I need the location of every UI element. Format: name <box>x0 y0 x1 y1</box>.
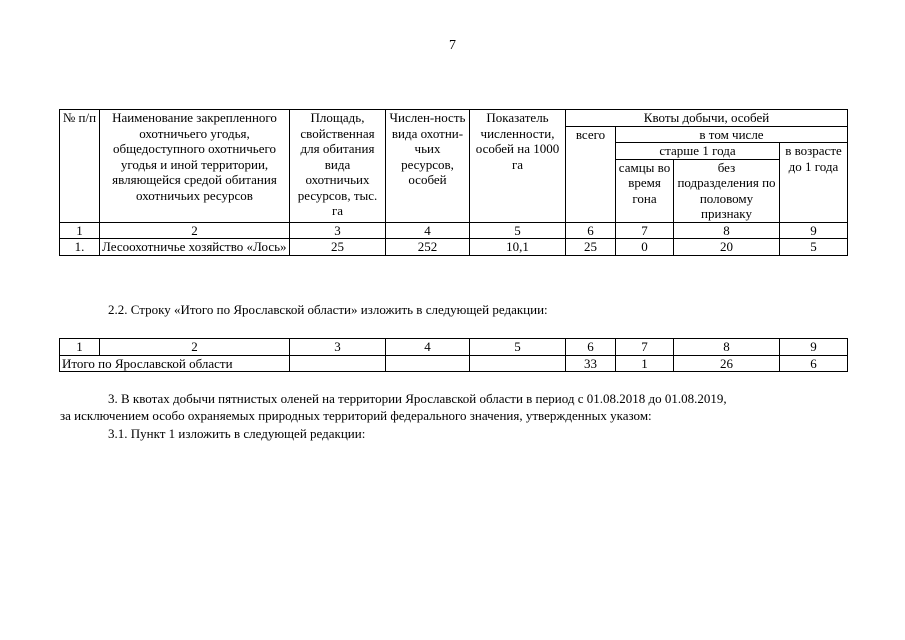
paragraph-3-line-1: 3. В квотах добычи пятнистых оленей на территории Ярославской области в период с 01.08.2018 до 01.08.2019, <box>108 391 727 406</box>
totals-empty <box>290 355 386 372</box>
row-males: 0 <box>616 239 674 256</box>
row-name: Лесоохотничье хозяйство «Лось» <box>100 239 290 256</box>
col-num: 6 <box>566 339 616 356</box>
header-nosex: без подразделения по половому признаку <box>674 159 780 222</box>
col-num: 6 <box>566 222 616 239</box>
totals-empty <box>470 355 566 372</box>
paragraph-3-1: 3.1. Пункт 1 изложить в следующей редакции: <box>108 426 366 441</box>
page-number: 7 <box>449 38 456 53</box>
header-young: в возрасте до 1 года <box>780 143 848 223</box>
col-num: 7 <box>616 222 674 239</box>
row-area: 25 <box>290 239 386 256</box>
col-num: 8 <box>674 339 780 356</box>
totals-nosex: 26 <box>674 355 780 372</box>
totals-young: 6 <box>780 355 848 372</box>
totals-label: Итого по Ярославской области <box>60 355 290 372</box>
col-num: 9 <box>780 222 848 239</box>
header-index: Показатель численности, особей на 1000 га <box>470 110 566 223</box>
header-males: самцы во время гона <box>616 159 674 222</box>
totals-table <box>59 338 848 372</box>
paragraph-3-line-2: за исключением особо охраняемых природных территорий федерального значения, утвержденных указом: <box>60 408 652 423</box>
column-numbers-row <box>60 339 848 356</box>
row-number: 1. <box>60 239 100 256</box>
col-num: 5 <box>470 339 566 356</box>
totals-empty <box>386 355 470 372</box>
totals-total: 33 <box>566 355 616 372</box>
col-num: 2 <box>100 222 290 239</box>
header-name: Наименование закрепленного охотничьего угодья, общедоступного охотничьего угодья и иной территории, являющейся средой обитания охотничьих ресурсов <box>100 110 290 223</box>
header-older: старше 1 года <box>616 143 780 160</box>
row-nosex: 20 <box>674 239 780 256</box>
col-num: 4 <box>386 222 470 239</box>
col-num: 4 <box>386 339 470 356</box>
col-num: 8 <box>674 222 780 239</box>
row-total: 25 <box>566 239 616 256</box>
header-count: Числен-ность вида охотни-чьих ресурсов, особей <box>386 110 470 223</box>
header-including: в том числе <box>616 126 848 143</box>
totals-males: 1 <box>616 355 674 372</box>
row-index: 10,1 <box>470 239 566 256</box>
header-quota: Квоты добычи, особей <box>566 110 848 127</box>
header-total: всего <box>566 126 616 222</box>
col-num: 7 <box>616 339 674 356</box>
col-num: 1 <box>60 339 100 356</box>
column-numbers-row <box>60 222 848 239</box>
quota-table <box>59 109 848 256</box>
header-number: № п/п <box>60 110 100 223</box>
row-young: 5 <box>780 239 848 256</box>
header-area: Площадь, свойственная для обитания вида охотничьих ресурсов, тыс. га <box>290 110 386 223</box>
row-count: 252 <box>386 239 470 256</box>
col-num: 3 <box>290 339 386 356</box>
col-num: 9 <box>780 339 848 356</box>
col-num: 2 <box>100 339 290 356</box>
col-num: 3 <box>290 222 386 239</box>
col-num: 1 <box>60 222 100 239</box>
paragraph-2-2: 2.2. Строку «Итого по Ярославской области» изложить в следующей редакции: <box>108 302 548 317</box>
col-num: 5 <box>470 222 566 239</box>
table-row <box>60 239 848 256</box>
totals-row <box>60 355 848 372</box>
